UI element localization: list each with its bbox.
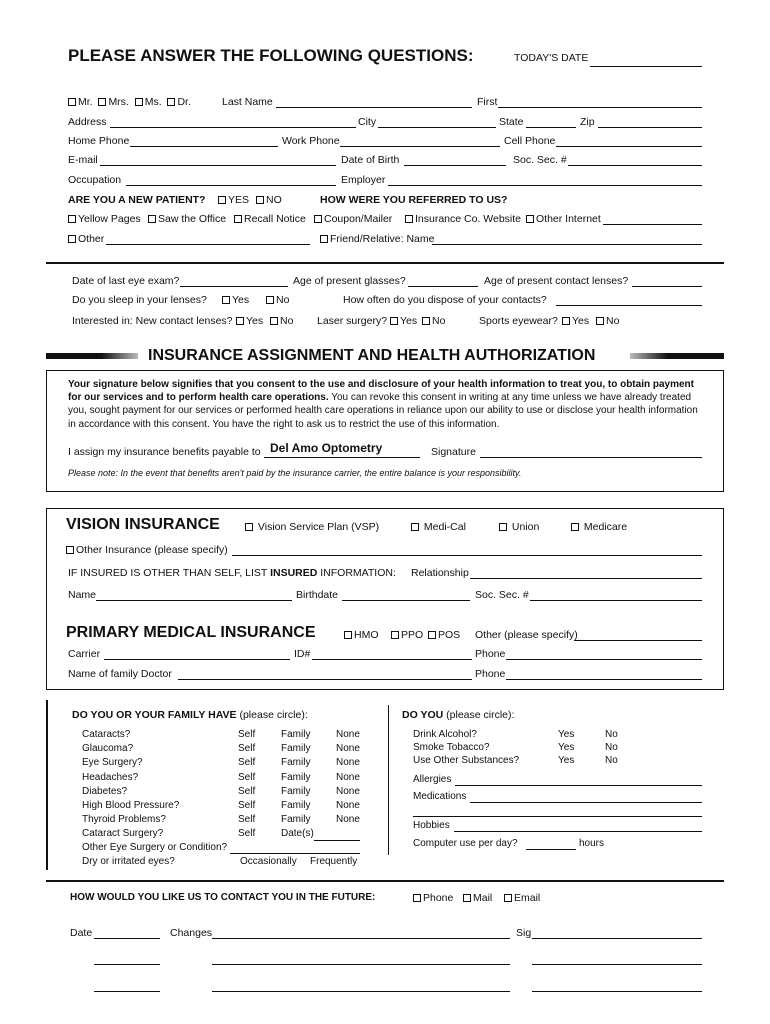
none-option[interactable]: None [336, 800, 360, 812]
doyou-row: Smoke Tobacco? [413, 742, 490, 753]
frequently-option[interactable]: Frequently [310, 856, 358, 867]
ppo-checkbox[interactable]: PPO [391, 629, 423, 641]
contact-phone-checkbox[interactable]: Phone [413, 892, 453, 904]
self-option[interactable]: Self [238, 743, 256, 755]
new-patient-no[interactable]: NO [256, 194, 282, 206]
hobbies-label: Hobbies [413, 820, 450, 831]
first-name-label: First [477, 96, 498, 108]
todays-date-label: TODAY'S DATE [514, 52, 589, 64]
family-self-col [238, 728, 255, 842]
assign-label: I assign my insurance benefits payable to [68, 446, 261, 458]
ref-other[interactable]: Other [68, 233, 104, 245]
family-option[interactable]: Family [281, 771, 311, 783]
employer-label: Employer [341, 174, 386, 186]
computer-hours-field[interactable] [526, 849, 576, 850]
family-row[interactable]: Diabetes? [82, 785, 128, 797]
divider [46, 262, 724, 264]
title-bar-left [46, 353, 138, 359]
pos-checkbox[interactable]: POS [428, 629, 460, 641]
yes-option[interactable]: Yes [558, 742, 575, 753]
cell-phone-label: Cell Phone [504, 135, 556, 147]
computer-label: Computer use per day? [413, 838, 518, 849]
divider [46, 880, 724, 882]
family-row[interactable]: High Blood Pressure? [82, 800, 180, 812]
family-row[interactable]: Headaches? [82, 771, 139, 783]
ref-recall-notice[interactable]: Recall Notice [234, 213, 306, 225]
friend-name-field[interactable] [432, 244, 702, 245]
age-contacts-label: Age of present contact lenses? [484, 275, 629, 287]
dispose-label: How often do you dispose of your contacts? [343, 294, 547, 306]
last-exam-field[interactable] [180, 286, 288, 287]
cell-phone-field[interactable] [556, 146, 702, 147]
mr-checkbox[interactable]: Mr. [68, 96, 93, 108]
address-field[interactable] [110, 127, 356, 128]
last-name-field[interactable] [276, 107, 472, 108]
other-internet-field[interactable] [603, 224, 702, 225]
union-checkbox[interactable]: Union [499, 521, 539, 533]
ref-other-field[interactable] [106, 244, 310, 245]
health-divider [388, 705, 389, 855]
family-family-col [281, 728, 314, 842]
new-patient-question: ARE YOU A NEW PATIENT? [68, 194, 206, 206]
changes-label: Changes [170, 927, 213, 939]
home-phone-label: Home Phone [68, 135, 130, 147]
payee-name: Del Amo Optometry [270, 441, 383, 455]
family-option[interactable]: Family [281, 785, 311, 797]
zip-field[interactable] [598, 127, 702, 128]
none-option[interactable]: None [336, 729, 360, 740]
address-label: Address [68, 116, 107, 128]
ssn-field[interactable] [568, 165, 702, 166]
sig-field[interactable] [532, 991, 702, 992]
date-field[interactable] [94, 991, 160, 992]
doyou-heading: DO YOU (please circle): [402, 709, 515, 721]
changes-field[interactable] [212, 991, 510, 992]
other-plan-field[interactable] [574, 640, 702, 641]
date-label: Date [70, 927, 93, 939]
birthdate-label: Birthdate [296, 589, 339, 601]
hobbies-field[interactable] [454, 831, 702, 832]
self-option[interactable]: Self [238, 729, 256, 740]
age-glasses-field[interactable] [408, 286, 478, 287]
family-option[interactable]: Family [281, 800, 311, 812]
contact-mail-checkbox[interactable]: Mail [463, 892, 492, 904]
insured-name-label: Name [68, 589, 97, 601]
health-left-border [46, 700, 48, 870]
self-option[interactable]: Self [238, 828, 256, 840]
surgery-dates-field[interactable] [314, 840, 360, 841]
family-row[interactable]: Eye Surgery? [82, 757, 143, 769]
doyou-no-col [605, 728, 618, 767]
payee-field[interactable] [264, 457, 420, 458]
family-option[interactable]: Family [281, 729, 311, 740]
vision-title: VISION INSURANCE [66, 516, 220, 533]
insured-info-label: IF INSURED IS OTHER THAN SELF, LIST INSURED INFORMATION: [68, 567, 396, 579]
changes-field[interactable] [212, 964, 510, 965]
vsp-checkbox[interactable]: Vision Service Plan (VSP) [245, 521, 379, 533]
self-option[interactable]: Self [238, 800, 256, 812]
signature-label: Signature [431, 446, 476, 458]
sports-label: Sports eyewear? [479, 315, 558, 327]
primary-title: PRIMARY MEDICAL INSURANCE [66, 624, 316, 641]
family-questions [82, 728, 179, 842]
ms-checkbox[interactable]: Ms. [135, 96, 162, 108]
sleep-lenses-label: Do you sleep in your lenses? [72, 294, 207, 306]
dr-checkbox[interactable]: Dr. [167, 96, 190, 108]
title-options [68, 96, 191, 108]
date-field[interactable] [94, 938, 160, 939]
sig-field[interactable] [532, 938, 702, 939]
work-phone-field[interactable] [340, 146, 500, 147]
doctor-field[interactable] [178, 679, 472, 680]
family-row[interactable]: Thyroid Problems? [82, 814, 166, 826]
last-exam-label: Date of last eye exam? [72, 275, 180, 287]
self-option[interactable]: Self [238, 785, 256, 797]
ref-yellow-pages[interactable]: Yellow Pages [68, 213, 141, 225]
date-field[interactable] [94, 964, 160, 965]
hmo-checkbox[interactable]: HMO [344, 629, 379, 641]
occupation-label: Occupation [68, 174, 122, 186]
ref-friend[interactable]: Friend/Relative: Name [320, 233, 434, 245]
yes-option[interactable]: Yes [558, 755, 575, 766]
self-option[interactable]: Self [238, 757, 256, 769]
first-name-field[interactable] [498, 107, 702, 108]
dob-field[interactable] [404, 165, 506, 166]
signature-field[interactable] [480, 457, 702, 458]
yes-option[interactable]: Yes [558, 729, 575, 740]
doctor-label: Name of family Doctor [68, 668, 172, 680]
allergies-label: Allergies [413, 774, 452, 785]
insured-ssn-field[interactable] [530, 600, 702, 601]
family-option[interactable]: Family [281, 814, 311, 826]
family-row[interactable]: Cataract Surgery? [82, 828, 164, 840]
new-patient-yes[interactable]: YES [218, 194, 249, 206]
medications-field[interactable] [470, 802, 702, 803]
title-bar-right [630, 353, 724, 359]
page-title: PLEASE ANSWER THE FOLLOWING QUESTIONS: [68, 46, 474, 65]
sig-field[interactable] [532, 964, 702, 965]
carrier-phone-field[interactable] [506, 659, 702, 660]
dates-label: Date(s) [281, 828, 314, 840]
family-row[interactable]: Cataracts? [82, 729, 131, 740]
insurance-box [46, 508, 724, 690]
zip-label: Zip [580, 116, 595, 128]
occupation-field[interactable] [126, 185, 336, 186]
relationship-label: Relationship [411, 567, 469, 579]
age-contacts-field[interactable] [632, 286, 702, 287]
referred-question: HOW WERE YOU REFERRED TO US? [320, 194, 508, 206]
insured-name-field[interactable] [96, 600, 292, 601]
none-option[interactable]: None [336, 757, 360, 769]
laser-label: Laser surgery? [317, 315, 388, 327]
id-field[interactable] [312, 659, 472, 660]
dob-label: Date of Birth [341, 154, 400, 166]
no-option[interactable]: No [605, 729, 618, 740]
state-label: State [499, 116, 524, 128]
doyou-questions [413, 728, 519, 767]
none-option[interactable]: None [336, 785, 360, 797]
sports-yes[interactable]: Yes [562, 315, 589, 327]
city-field[interactable] [378, 127, 496, 128]
hours-label: hours [579, 838, 605, 849]
medications-field-2[interactable] [413, 816, 702, 817]
contacts-no[interactable]: No [270, 315, 293, 327]
doyou-row: Use Other Substances? [413, 755, 520, 766]
consent-text: Your signature below signifies that you consent to the use and disclosure of your health information to treat you, to obtain payment for our services and to perform health care operations. You can revoke this consent in writing at any time unless we have already treated you, sought payment for our services or performed health care operations in reliance upon our ability to use or disclose your health information in accordance with this consent. You have the right to ask us to restrict the use of this information. [68, 379, 698, 430]
other-insurance-checkbox[interactable]: Other Insurance (please specify) [66, 544, 228, 556]
none-option[interactable]: None [336, 814, 360, 826]
other-surgery-field[interactable] [230, 853, 360, 854]
allergies-field[interactable] [455, 785, 702, 786]
no-option[interactable]: No [605, 742, 618, 753]
laser-no[interactable]: No [422, 315, 445, 327]
interested-label: Interested in: New contact lenses? [72, 315, 233, 327]
carrier-field[interactable] [104, 659, 290, 660]
occasionally-option[interactable]: Occasionally [240, 856, 297, 867]
birthdate-field[interactable] [342, 600, 470, 601]
work-phone-label: Work Phone [282, 135, 340, 147]
other-plan-label: Other (please specify) [475, 629, 578, 641]
sleep-yes[interactable]: Yes [222, 294, 249, 306]
other-insurance-field[interactable] [232, 555, 702, 556]
family-row[interactable]: Glaucoma? [82, 743, 134, 755]
family-option[interactable]: Family [281, 743, 311, 755]
medical-checkbox[interactable]: Medi-Cal [411, 521, 466, 533]
doyou-yes-col [558, 728, 574, 767]
insurance-auth-title: INSURANCE ASSIGNMENT AND HEALTH AUTHORIZATION [148, 347, 596, 364]
carrier-phone-label: Phone [475, 648, 506, 660]
sports-no[interactable]: No [596, 315, 619, 327]
contact-email-checkbox[interactable]: Email [504, 892, 540, 904]
ref-other-internet[interactable]: Other Internet [526, 213, 601, 225]
self-option[interactable]: Self [238, 814, 256, 826]
dispose-field[interactable] [556, 305, 702, 306]
todays-date-field[interactable] [590, 66, 702, 67]
none-option[interactable]: None [336, 771, 360, 783]
email-label: E-mail [68, 154, 98, 166]
changes-field[interactable] [212, 938, 510, 939]
family-heading: DO YOU OR YOUR FAMILY HAVE (please circle): [72, 709, 308, 721]
balance-note: Please note: In the event that benefits aren't paid by the insurance carrier, the entire balance is your responsibility. [68, 468, 522, 478]
age-glasses-label: Age of present glasses? [293, 275, 406, 287]
other-surgery-label: Other Eye Surgery or Condition? [82, 842, 228, 853]
self-option[interactable]: Self [238, 771, 256, 783]
family-none-col [336, 728, 360, 827]
relationship-field[interactable] [470, 578, 702, 579]
insured-ssn-label: Soc. Sec. # [475, 589, 529, 601]
last-name-label: Last Name [222, 96, 273, 108]
mrs-checkbox[interactable]: Mrs. [98, 96, 128, 108]
state-field[interactable] [526, 127, 576, 128]
ref-insurance-website[interactable]: Insurance Co. Website [405, 213, 521, 225]
carrier-label: Carrier [68, 648, 101, 660]
sleep-no[interactable]: No [266, 294, 289, 306]
no-option[interactable]: No [605, 755, 618, 766]
contacts-yes[interactable]: Yes [236, 315, 263, 327]
contact-question: HOW WOULD YOU LIKE US TO CONTACT YOU IN THE FUTURE: [70, 892, 376, 903]
email-field[interactable] [100, 165, 336, 166]
home-phone-field[interactable] [130, 146, 278, 147]
city-label: City [358, 116, 377, 128]
laser-yes[interactable]: Yes [390, 315, 417, 327]
none-option[interactable]: None [336, 743, 360, 755]
sig-label: Sig [516, 927, 532, 939]
ref-saw-office[interactable]: Saw the Office [148, 213, 226, 225]
doctor-phone-field[interactable] [506, 679, 702, 680]
family-option[interactable]: Family [281, 757, 311, 769]
dry-eyes-label: Dry or irritated eyes? [82, 856, 175, 867]
doyou-row: Drink Alcohol? [413, 729, 477, 740]
id-label: ID# [294, 648, 311, 660]
ssn-label: Soc. Sec. # [513, 154, 567, 166]
medicare-checkbox[interactable]: Medicare [571, 521, 627, 533]
doctor-phone-label: Phone [475, 668, 506, 680]
employer-field[interactable] [388, 185, 702, 186]
ref-coupon[interactable]: Coupon/Mailer [314, 213, 392, 225]
medications-label: Medications [413, 791, 467, 802]
